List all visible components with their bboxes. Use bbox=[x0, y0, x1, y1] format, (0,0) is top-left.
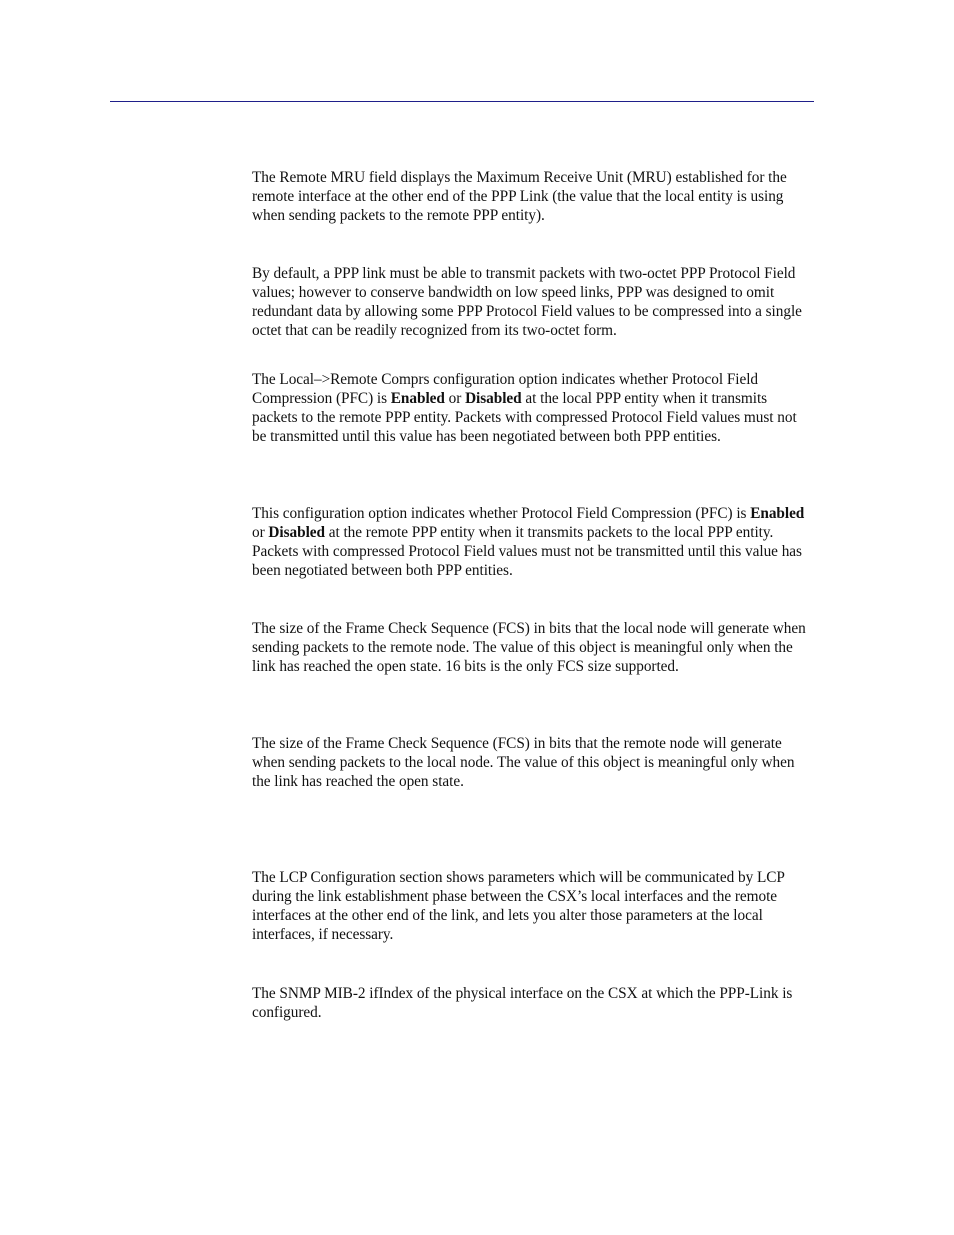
text: The Remote MRU field displays the Maximum Receive Unit (MRU) established for the remote interface at the other end of the PPP Link (the value that the local entity is using when sending packets to the remote PPP entity). bbox=[252, 169, 787, 224]
enabled-label: Enabled bbox=[390, 390, 445, 407]
paragraph-remote-fcs bbox=[252, 734, 814, 791]
paragraph-remote-local-compr bbox=[252, 504, 814, 580]
text: The size of the Frame Check Sequence (FCS) in bits that the remote node will generate when sending packets to the local node. The value of this object is meaningful only when the link has reached the open state. bbox=[252, 735, 795, 790]
text: The LCP Configuration section shows parameters which will be communicated by LCP during the link establishment phase between the CSX’s local interfaces and the remote interfaces at the other end of the link, and lets you alter those parameters at the local interfaces, if necessary. bbox=[252, 869, 785, 943]
text: or bbox=[444, 390, 466, 407]
paragraph-remote-mru bbox=[252, 168, 814, 225]
paragraph-pfc-default bbox=[252, 264, 814, 340]
text: The Local–>Remote Comprs configuration option indicates whether Protocol Field Compression (PFC) is bbox=[252, 371, 759, 407]
text: The size of the Frame Check Sequence (FCS) in bits that the local node will generate when sending packets to the remote node. The value of this object is meaningful only when the link has reached the open state. 16 bits is the only FCS size supported. bbox=[252, 620, 806, 675]
disabled-label: Disabled bbox=[465, 390, 522, 407]
paragraph-lcp-config bbox=[252, 868, 814, 944]
paragraph-local-remote-compr bbox=[252, 370, 814, 446]
disabled-label: Disabled bbox=[268, 524, 325, 541]
text: This configuration option indicates whether Protocol Field Compression (PFC) is bbox=[252, 505, 751, 522]
text: By default, a PPP link must be able to transmit packets with two-octet PPP Protocol Field values; however to conserve bandwidth on low speed links, PPP was designed to omit redundant data by allowing some PPP Protocol Field values to be compressed into a single octet that can be readily recognized from its two-octet form. bbox=[252, 265, 802, 339]
paragraph-ifindex bbox=[252, 984, 814, 1022]
header-rule bbox=[110, 101, 814, 102]
text: at the local PPP entity when it transmits packets to the remote PPP entity. Packets with compressed Protocol Field values must not be transmitted until this value has been negotiated between both PPP entities. bbox=[252, 390, 797, 445]
enabled-label: Enabled bbox=[750, 505, 805, 522]
text: or bbox=[252, 524, 269, 541]
text: The SNMP MIB-2 ifIndex of the physical interface on the CSX at which the PPP-Link is configured. bbox=[252, 985, 793, 1021]
paragraph-local-fcs bbox=[252, 619, 814, 676]
text: at the remote PPP entity when it transmits packets to the local PPP entity. Packets with compressed Protocol Field values must not be transmitted until this value has been negotiated between both PPP entities. bbox=[252, 524, 802, 579]
